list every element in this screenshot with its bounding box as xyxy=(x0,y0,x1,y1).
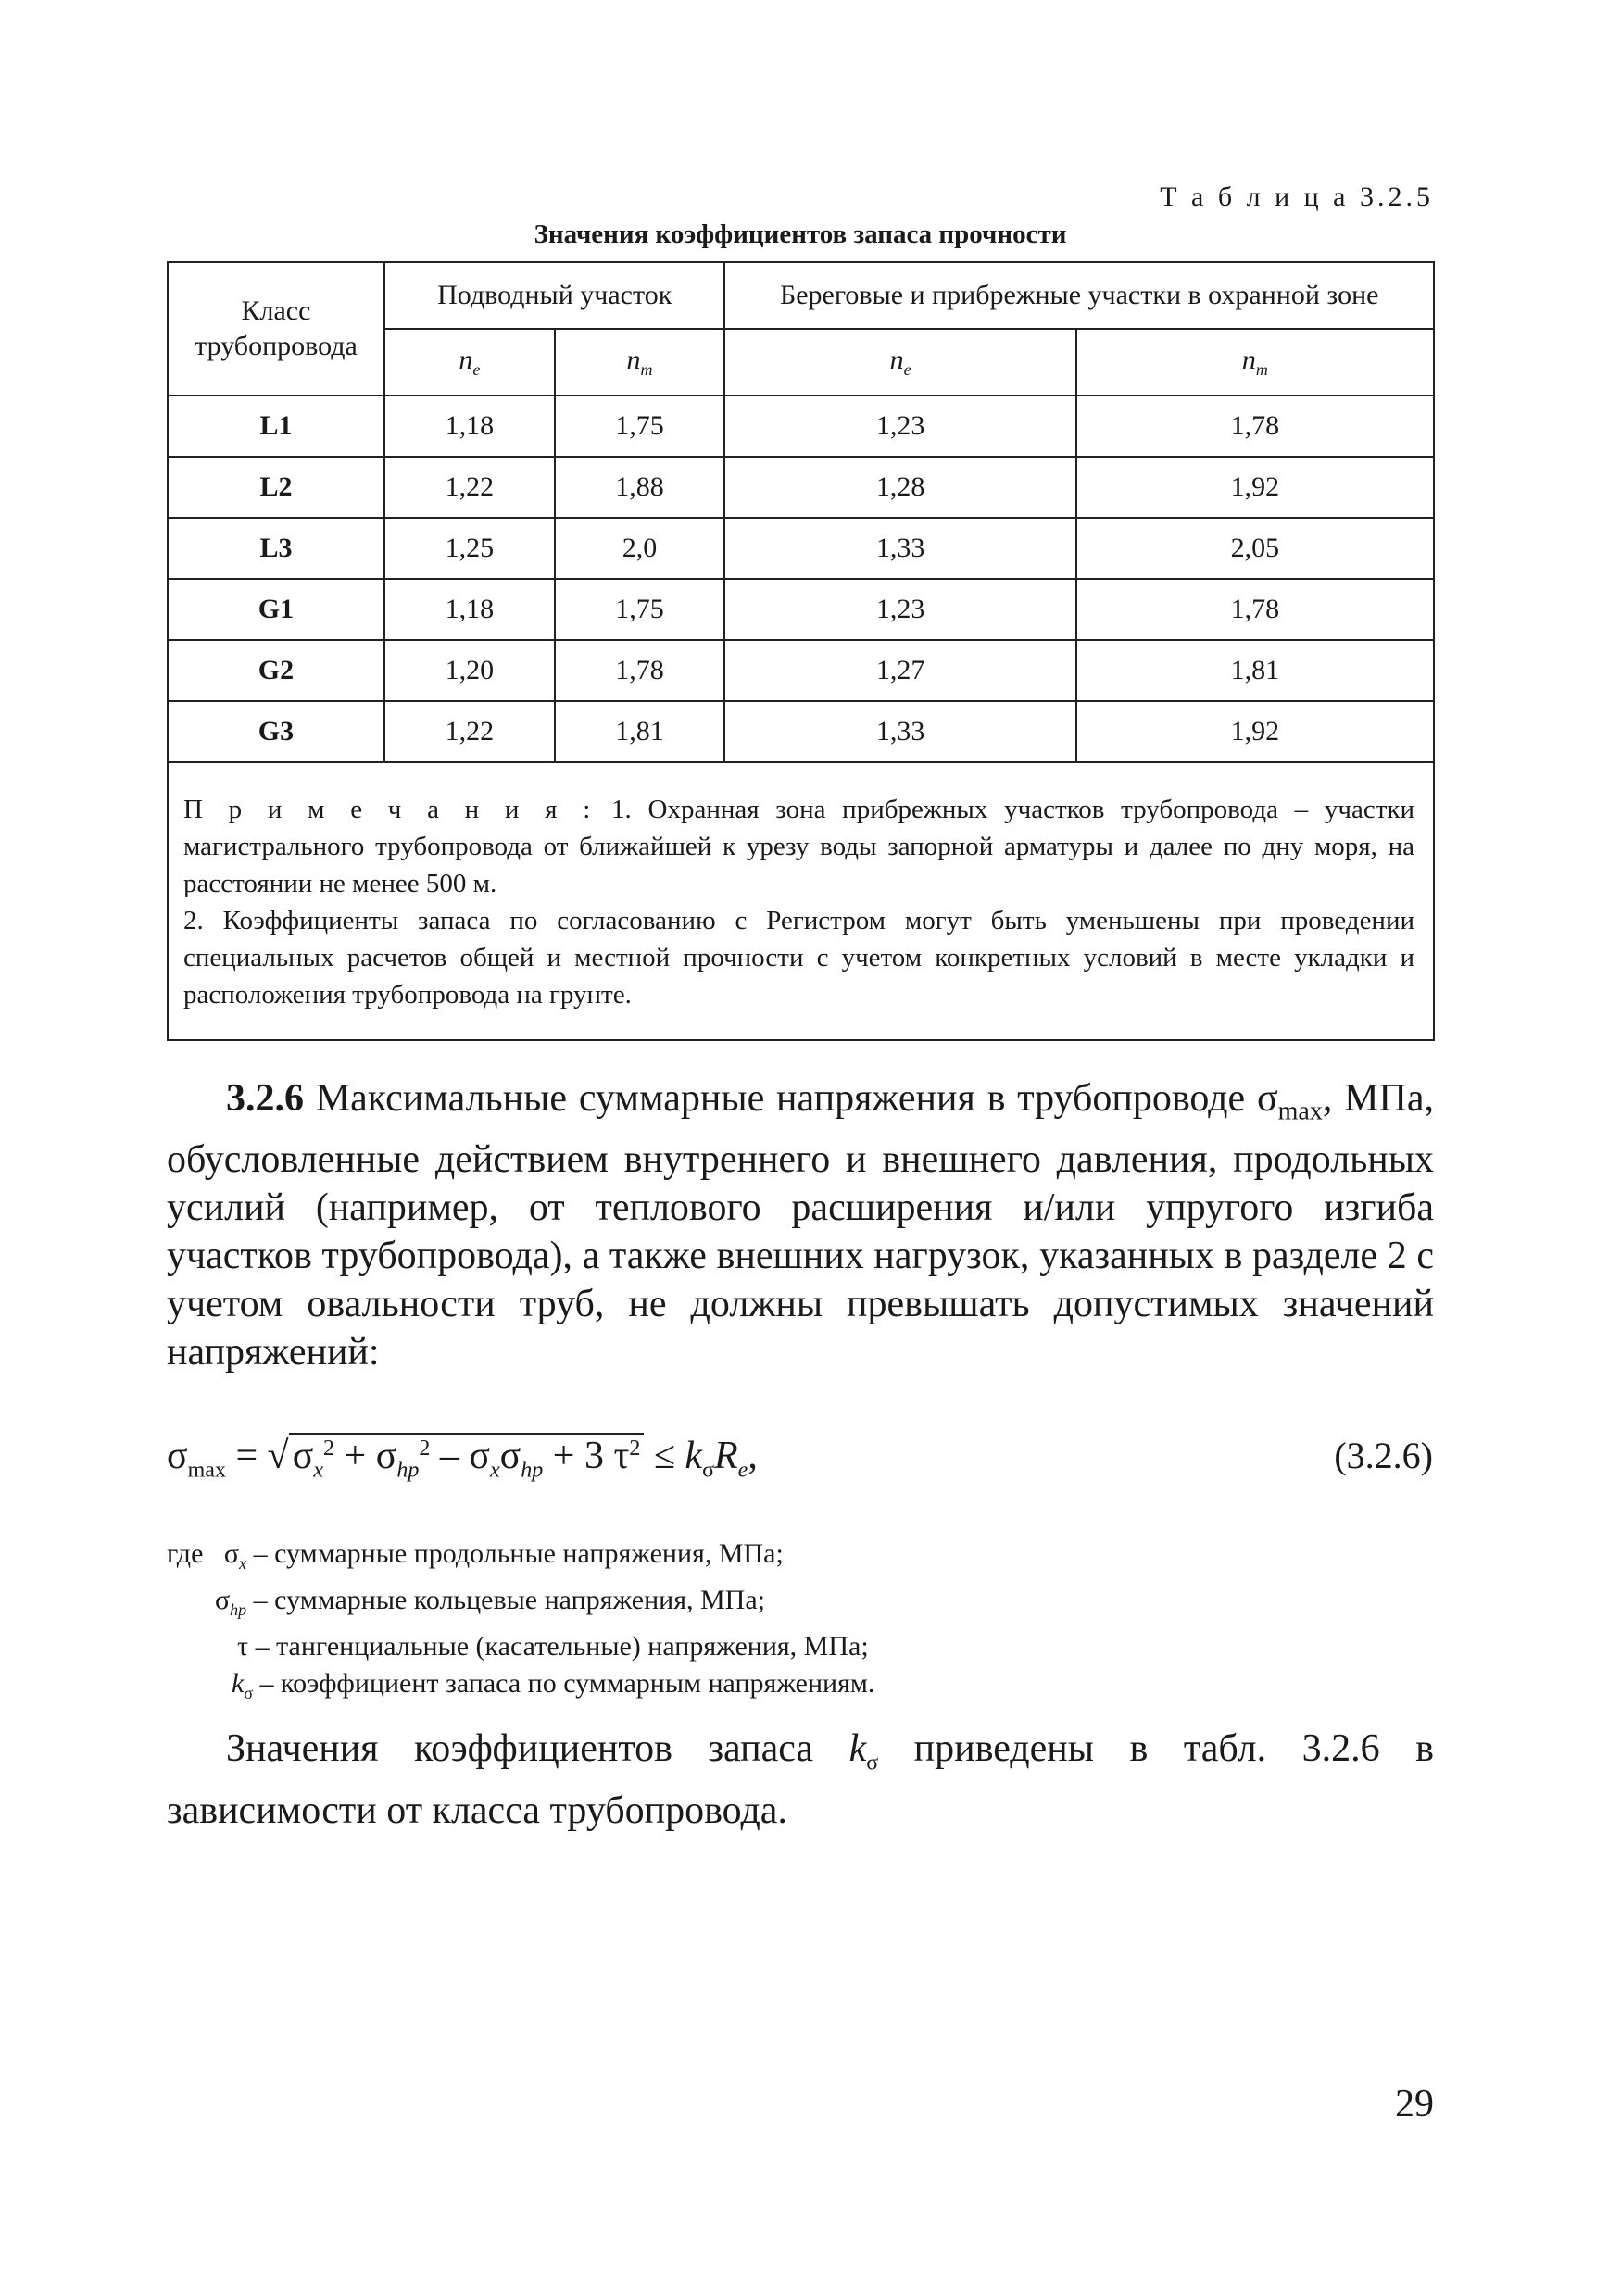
cell-value: 1,88 xyxy=(555,457,725,518)
row-class: L3 xyxy=(168,518,384,579)
formula-3-2-6: $\sigma_{max} = √\sigma_x^2 + \sigma_{hp}^2 - \sigma_x\sigma_{hp} + 3$ $\tau^2 \le k_\sigma R_e$, xyxy=(167,1435,758,1483)
cell-value: 1,75 xyxy=(555,579,725,640)
cell-value: 2,05 xyxy=(1076,518,1434,579)
cell-value: 1,92 xyxy=(1076,457,1434,518)
table-row xyxy=(168,518,1434,579)
cell-value: 1,23 xyxy=(724,579,1075,640)
cell-value: 2,0 xyxy=(555,518,725,579)
table-notes xyxy=(168,762,1434,1040)
section-text-continued: , МПа, обусловленные действием внутреннего и внешнего давления, продольных усилий (например, от теплового расширения и/или упругого изгиба участков трубопровода), а также внешних нагрузок, указанных в разделе 2 с учетом овальности труб, не должны превышать допустимых значений напряжений: xyxy=(167,1077,1434,1374)
cell-value: 1,92 xyxy=(1076,701,1434,762)
subheader-ne: $n_e$ xyxy=(724,329,1075,395)
cell-value: 1,22 xyxy=(384,701,555,762)
legend-row: $k_\sigma$ – коэффициент запаса по суммарным напряжениям. xyxy=(232,1668,875,1702)
formula-legend xyxy=(167,1536,874,1712)
cell-value: 1,18 xyxy=(384,579,555,640)
cell-value: 1,28 xyxy=(724,457,1075,518)
cell-value: 1,22 xyxy=(384,457,555,518)
legend-lead: где xyxy=(167,1538,204,1569)
table-notes-row xyxy=(168,762,1434,1040)
row-class: G2 xyxy=(168,640,384,701)
table-row xyxy=(168,457,1434,518)
cell-value: 1,25 xyxy=(384,518,555,579)
cell-value: 1,78 xyxy=(1076,579,1434,640)
header-coastal: Береговые и прибрежные участки в охранной зоне xyxy=(724,262,1434,329)
row-class: G3 xyxy=(168,701,384,762)
legend-row: $\sigma_{hp}$ – суммарные кольцевые напряжения, МПа; xyxy=(215,1585,765,1619)
closing-paragraph: Значения коэффициентов запаса $k_\sigma$ приведены в табл. 3.2.6 в зависимости от класса трубопровода. xyxy=(167,1727,1434,1833)
legend-row: τ – тангенциальные (касательные) напряжения, МПа; xyxy=(237,1631,869,1662)
table-row xyxy=(168,395,1434,457)
header-underwater: Подводный участок xyxy=(384,262,724,329)
cell-value: 1,81 xyxy=(555,701,725,762)
row-class: L1 xyxy=(168,395,384,457)
row-class: G1 xyxy=(168,579,384,640)
note-1: 1. Охранная зона прибрежных участков трубопровода – участки магистрального трубопровода от ближайшей к урезу воды запорной арматуры и далее по дну моря, на расстоянии не менее 500 м. xyxy=(183,795,1415,898)
cell-value: 1,81 xyxy=(1076,640,1434,701)
table-header-row xyxy=(168,262,1434,329)
formula-number: (3.2.6) xyxy=(1334,1435,1433,1476)
cell-value: 1,78 xyxy=(1076,395,1434,457)
header-class: Класс трубопровода xyxy=(168,262,384,395)
subheader-ne: $n_e$ xyxy=(384,329,555,395)
subheader-nm: $n_m$ xyxy=(1076,329,1434,395)
cell-value: 1,20 xyxy=(384,640,555,701)
cell-value: 1,33 xyxy=(724,701,1075,762)
table-title: Значения коэффициентов запаса прочности xyxy=(534,220,1067,249)
table-label: Т а б л и ц а 3.2.5 xyxy=(1160,182,1434,212)
coefficients-table xyxy=(167,261,1435,1041)
cell-value: 1,78 xyxy=(555,640,725,701)
table-row xyxy=(168,640,1434,701)
section-text: Максимальные суммарные напряжения в трубопроводе σ xyxy=(304,1077,1278,1120)
cell-value: 1,18 xyxy=(384,395,555,457)
cell-value: 1,23 xyxy=(724,395,1075,457)
section-number: 3.2.6 xyxy=(226,1077,304,1120)
legend-row: где $\sigma_x$ – суммарные продольные напряжения, МПа; xyxy=(167,1538,784,1573)
row-class: L2 xyxy=(168,457,384,518)
cell-value: 1,33 xyxy=(724,518,1075,579)
table-row xyxy=(168,579,1434,640)
notes-heading: П р и м е ч а н и я : xyxy=(183,795,596,824)
sigma-max-subscript: max xyxy=(1277,1097,1323,1126)
note-2: 2. Коэффициенты запаса по согласованию с Регистром могут быть уменьшены при проведении специальных расчетов общей и местной прочности с учетом конкретных условий в месте укладки и расположения трубопровода на грунте. xyxy=(183,906,1414,1010)
section-paragraph xyxy=(167,1074,1434,1376)
cell-value: 1,75 xyxy=(555,395,725,457)
table-row xyxy=(168,701,1434,762)
subheader-nm: $n_m$ xyxy=(555,329,725,395)
page-number: 29 xyxy=(1395,2083,1434,2126)
cell-value: 1,27 xyxy=(724,640,1075,701)
